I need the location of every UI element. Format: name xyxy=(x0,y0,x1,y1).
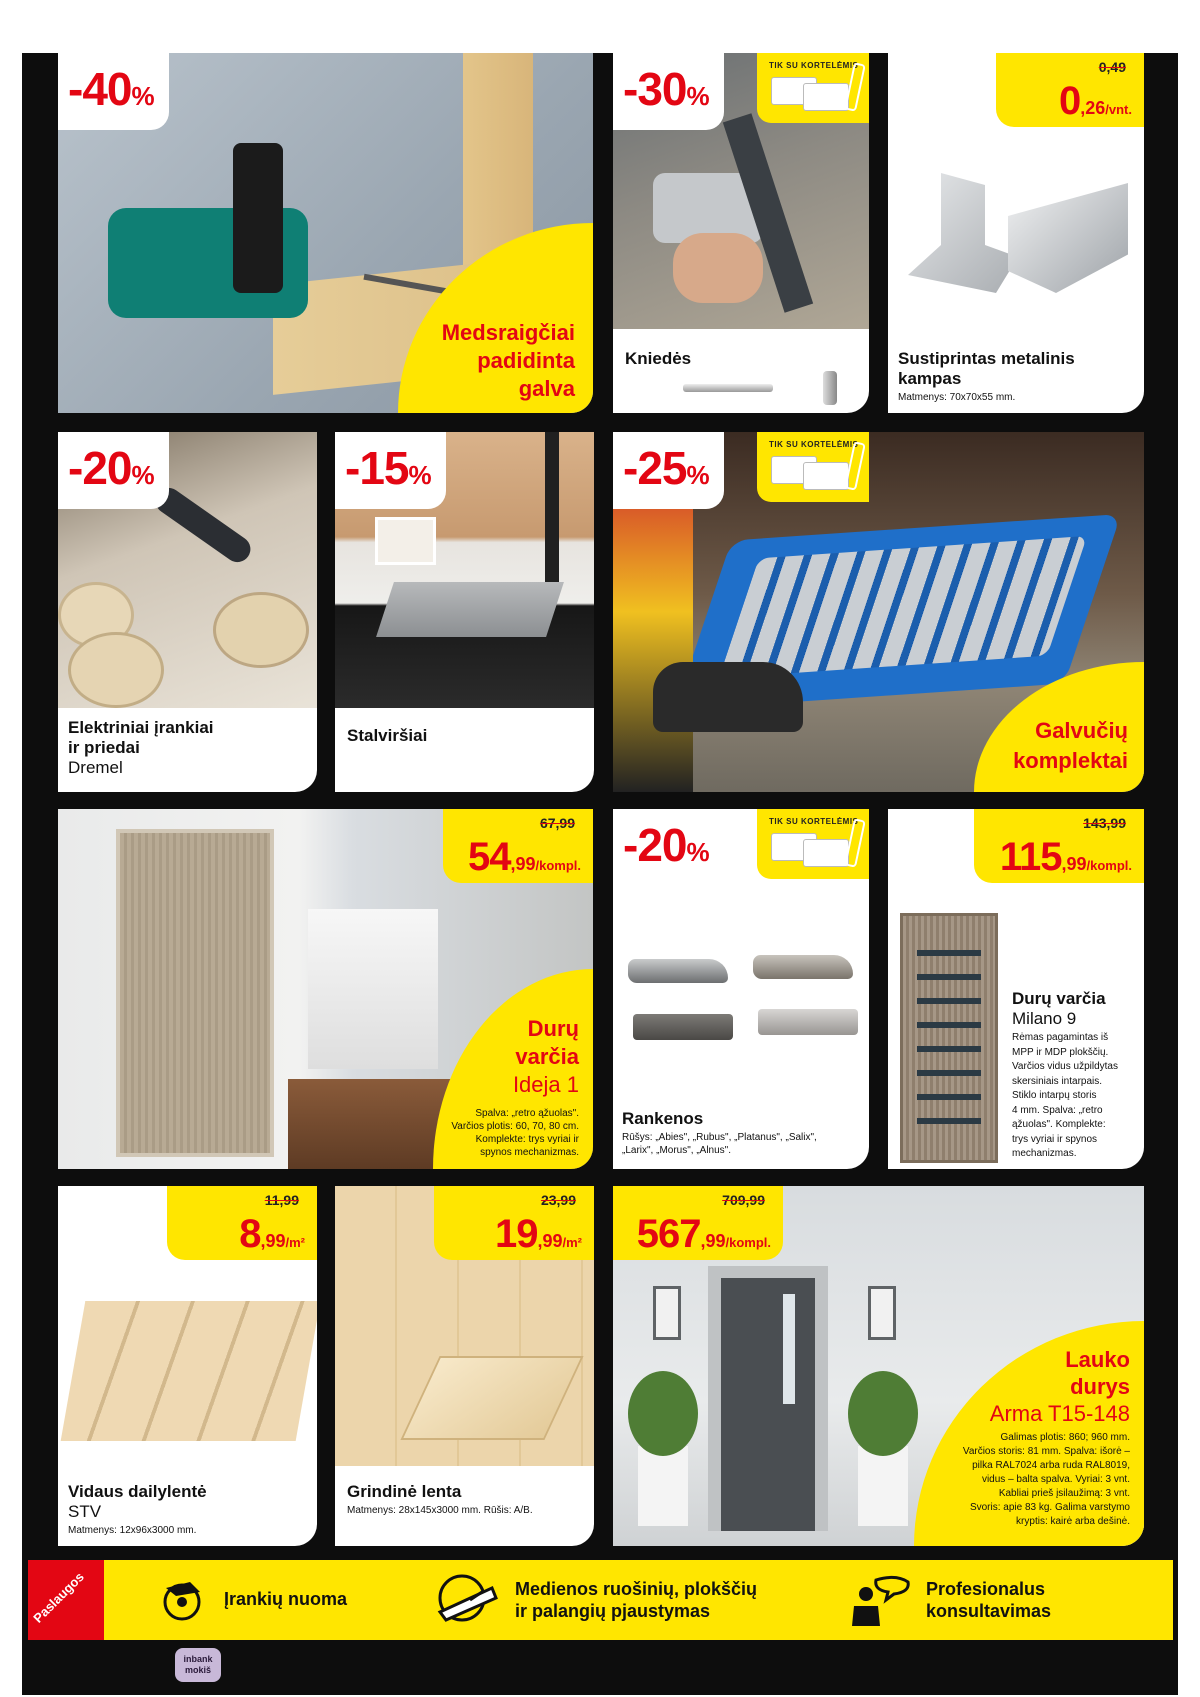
panel-image xyxy=(61,1301,317,1441)
price-tag: 0,49 0,26/vnt. xyxy=(996,53,1144,127)
service-wood-cutting[interactable]: Medienos ruošinių, plokščių ir palangių pjaustymas xyxy=(515,1579,758,1621)
price-tag: 67,99 54,99/kompl. xyxy=(443,809,593,883)
card-only-badge: TIK SU KORTELĖMIS xyxy=(757,809,869,879)
product-caption: Grindinė lenta Matmenys: 28x145x3000 mm. Rūšis: A/B. xyxy=(347,1482,533,1516)
card-only-badge: TIK SU KORTELĖMIS xyxy=(757,53,869,123)
discount-badge: -40% xyxy=(58,53,169,130)
rivet-illustration xyxy=(683,384,773,392)
product-caption: Rankenos Rūšys: „Abies", „Rubus", „Platanus", „Salix", „Larix", „Morus", „Alnus". xyxy=(622,1109,817,1156)
service-tool-rental[interactable]: Įrankių nuoma xyxy=(224,1589,348,1609)
product-caption: Kniedės xyxy=(625,349,692,368)
product-caption: Durų varčia Milano 9 Rėmas pagamintas iš MPP ir MDP plokščių. Varčios vidus užpildytas skersiniais intarpais. Stiklo intarpų storis 4 mm. Spalva: „retro ąžuolas". Komplekte: trys vyriai ir spynos mechanizmas. xyxy=(1012,989,1118,1159)
service-consulting[interactable]: Profesionalus konsultavimas xyxy=(926,1579,1052,1621)
product-title: Medsraigčiai padidinta galva xyxy=(441,320,575,401)
card-lauko-durys[interactable] xyxy=(613,1186,1144,1546)
rivet-illustration-2 xyxy=(823,371,837,405)
card-medsraigciai[interactable] xyxy=(58,53,593,413)
card-milano[interactable] xyxy=(888,809,1144,1169)
card-dremel[interactable] xyxy=(58,432,317,792)
handle-image-2 xyxy=(753,955,853,979)
discount-badge: -15% xyxy=(335,432,446,509)
consultant-icon xyxy=(850,1572,914,1633)
price-tag: 23,99 19,99/m² xyxy=(434,1186,594,1260)
product-title: Galvučių komplektai xyxy=(1013,718,1128,773)
product-caption: Stalviršiai xyxy=(347,726,428,745)
product-caption: Elektriniai įrankiai ir priedai Dremel xyxy=(68,718,214,777)
wood-cutting-icon xyxy=(432,1570,502,1635)
services-ribbon: Paslaugos xyxy=(28,1560,104,1640)
card-ideja[interactable] xyxy=(58,809,593,1169)
handle-image-3 xyxy=(633,1014,733,1040)
circular-saw-icon xyxy=(156,1576,208,1629)
product-meta: Galimas plotis: 860; 960 mm. Varčios storis: 81 mm. Spalva: išorė – pilka RAL7024 arba ruda RAL8019, vidus – balta spalva. Vyriai: 3 vnt. Kabliai prieš įsilaužimą: 3 vnt. Svoris: apie 83 kg. Galima varstymo kryptis: kairė arba dešinė. xyxy=(962,1432,1130,1527)
card-dailylente[interactable] xyxy=(58,1186,317,1546)
card-stalvirsiai[interactable] xyxy=(335,432,594,792)
card-metalinis-kampas[interactable] xyxy=(888,53,1144,413)
price-tag: 11,99 8,99/m² xyxy=(167,1186,317,1260)
bracket-image-2 xyxy=(1008,183,1128,293)
card-only-badge: TIK SU KORTELĖMIS xyxy=(757,432,869,502)
card-rankenos[interactable] xyxy=(613,809,869,1169)
services-bar xyxy=(28,1560,1173,1640)
handle-image xyxy=(628,959,728,983)
bracket-image xyxy=(908,173,1018,293)
handle-image-4 xyxy=(758,1009,858,1035)
product-title: Durų varčia Ideja 1 xyxy=(512,1016,579,1097)
door-image xyxy=(900,913,998,1163)
product-caption: Sustiprintas metalinis kampas Matmenys: 70x70x55 mm. xyxy=(898,349,1075,403)
discount-badge: -30% xyxy=(613,53,724,130)
card-galvuciai[interactable] xyxy=(613,432,1144,792)
price-tag: 143,99 115,99/kompl. xyxy=(974,809,1144,883)
card-grindine[interactable] xyxy=(335,1186,594,1546)
card-kniedes[interactable] xyxy=(613,53,869,413)
discount-badge: -25% xyxy=(613,432,724,509)
price-tag: 709,99 567,99/kompl. xyxy=(613,1186,783,1260)
discount-badge: -20% xyxy=(58,432,169,509)
product-meta: Spalva: „retro ąžuolas". Varčios plotis: 60, 70, 80 cm. Komplekte: trys vyriai ir spynos mechanizmas. xyxy=(451,1108,579,1158)
inbank-logo: inbank mokiš xyxy=(175,1648,221,1682)
discount-badge: -20% xyxy=(613,809,724,886)
product-title: Lauko durys Arma T15-148 xyxy=(989,1347,1130,1426)
product-caption: Vidaus dailylentė STV Matmenys: 12x96x3000 mm. xyxy=(68,1482,207,1536)
